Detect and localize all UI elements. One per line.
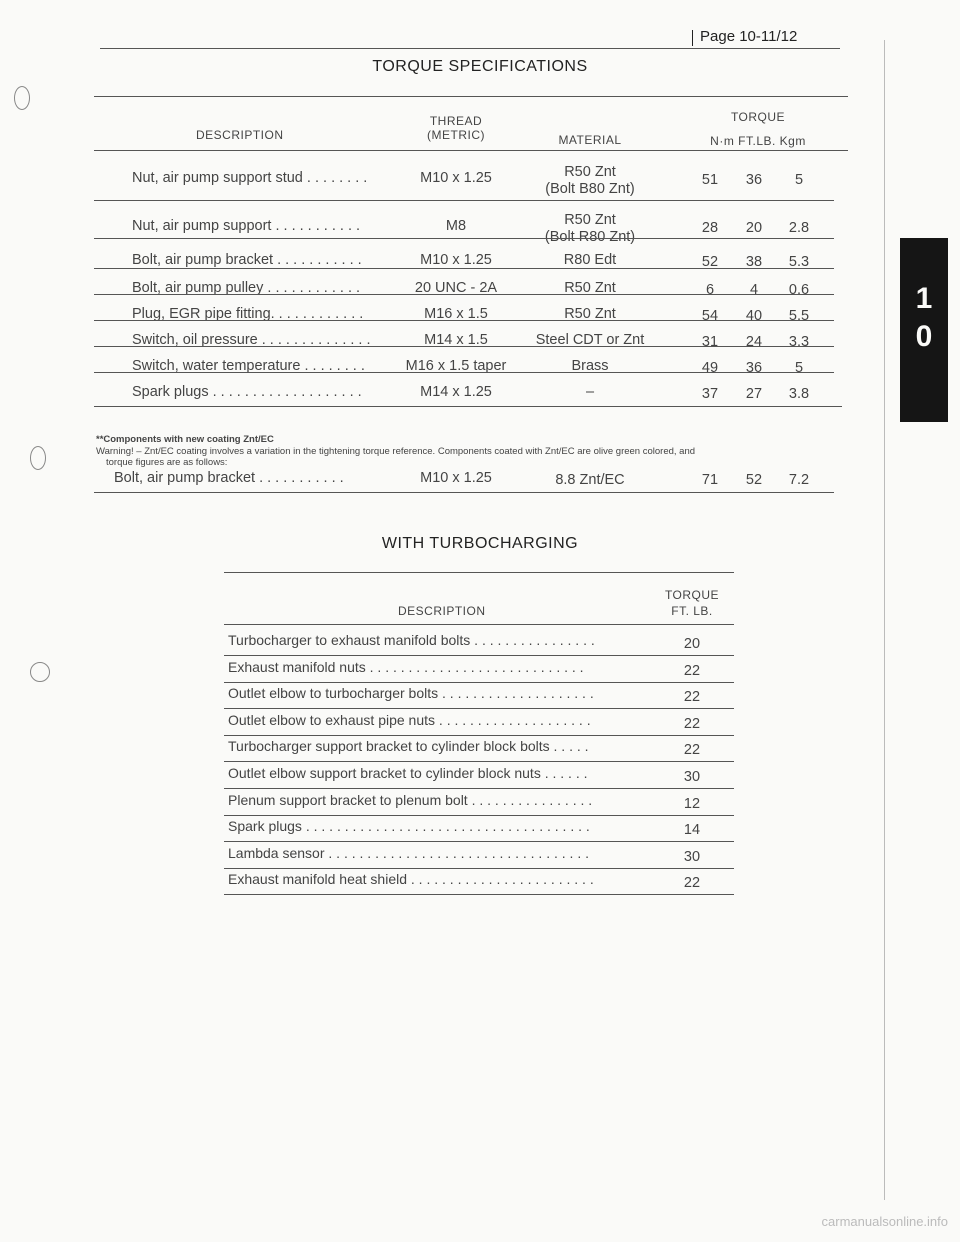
row-description: Nut, air pump support stud . . . . . . . .	[132, 170, 368, 186]
row-rule	[94, 238, 834, 239]
section2-col-description: DESCRIPTION	[398, 604, 486, 618]
row-torque-kgm: 5.5	[788, 308, 810, 324]
footnote: **Components with new coating Znt/EC	[96, 434, 274, 445]
turbo-row-description: Plenum support bracket to plenum bolt . . . . . . . . . . . . . . . .	[228, 791, 593, 808]
page-marker-bar	[692, 30, 693, 46]
turbo-row-torque: 20	[683, 636, 701, 652]
row-material: R50 Znt	[564, 212, 616, 228]
turbo-row-rule	[224, 841, 734, 842]
extra-row-nm: 71	[701, 472, 719, 488]
turbo-row-rule	[224, 735, 734, 736]
row-torque-kgm: 2.8	[788, 220, 810, 236]
extra-row-ftlb: 52	[745, 472, 763, 488]
row-material-note: (Bolt R80 Znt)	[544, 229, 636, 245]
extra-row-description: Bolt, air pump bracket . . . . . . . . . . .	[114, 470, 344, 486]
row-material: R50 Znt	[564, 280, 616, 296]
row-rule	[94, 346, 834, 347]
turbo-row-description: Lambda sensor . . . . . . . . . . . . . . . . . . . . . . . . . . . . . . . . . .	[228, 844, 589, 861]
section2-top-rule	[224, 572, 734, 573]
extra-row-kgm: 7.2	[788, 472, 810, 488]
row-torque-nm: 54	[701, 308, 719, 324]
col-thread	[396, 114, 516, 142]
row-rule	[94, 200, 834, 201]
turbo-row-rule	[224, 761, 734, 762]
row-torque-ftlb: 40	[745, 308, 763, 324]
row-torque-ftlb: 38	[745, 254, 763, 270]
turbo-row-description: Outlet elbow to turbocharger bolts . . . . . . . . . . . . . . . . . . . .	[228, 685, 594, 702]
turbo-row-description: Exhaust manifold nuts . . . . . . . . . . . . . . . . . . . . . . . . . . . .	[228, 658, 584, 675]
row-torque-nm: 49	[701, 360, 719, 376]
row-description: Spark plugs . . . . . . . . . . . . . . . . . . .	[132, 384, 362, 400]
turbo-row-torque: 22	[683, 662, 701, 679]
row-torque-kgm: 3.3	[788, 334, 810, 350]
turbo-row-torque: 14	[683, 822, 701, 839]
row-torque-ftlb: 36	[745, 360, 763, 376]
turbo-row-torque: 22	[683, 875, 701, 892]
binding-hole-mark	[14, 86, 30, 110]
row-material-note: (Bolt B80 Znt)	[545, 181, 635, 197]
row-thread: M16 x 1.5	[424, 306, 488, 322]
row-description: Plug, EGR pipe fitting. . . . . . . . . . . .	[132, 306, 364, 322]
row-material: R50 Znt	[564, 164, 616, 180]
col-torque-units: N·m FT.LB. Kgm	[710, 134, 806, 148]
row-thread: M14 x 1.5	[424, 332, 488, 348]
header-bottom-rule	[94, 150, 848, 151]
turbo-row-torque: 30	[683, 769, 701, 785]
turbo-row-rule	[224, 788, 734, 789]
row-torque-nm: 6	[705, 282, 715, 298]
section2-col-torque	[652, 588, 732, 618]
row-torque-kgm: 0.6	[788, 282, 810, 298]
row-thread: M10 x 1.25	[420, 252, 492, 268]
row-torque-ftlb: 27	[745, 386, 763, 402]
row-material: Brass	[571, 358, 609, 374]
header-rule	[100, 48, 840, 49]
extra-row-thread: M10 x 1.25	[420, 470, 492, 486]
extra-row-material: 8.8 Znt/EC	[555, 472, 625, 488]
row-thread: 20 UNC - 2A	[414, 280, 498, 296]
scan-edge-line	[884, 40, 885, 1200]
section2-header-rule	[224, 624, 734, 625]
turbo-row-description: Outlet elbow to exhaust pipe nuts . . . . . . . . . . . . . . . . . . . .	[228, 711, 591, 728]
turbo-row-description: Turbocharger to exhaust manifold bolts . . . . . . . . . . . . . . . .	[228, 632, 595, 648]
row-torque-ftlb: 4	[749, 282, 759, 298]
turbo-row-description: Exhaust manifold heat shield . . . . . . . . . . . . . . . . . . . . . . . .	[228, 871, 594, 888]
turbo-row-rule	[224, 868, 734, 869]
row-torque-nm: 31	[701, 334, 719, 350]
section2-col-torque-line2: FT. LB.	[671, 604, 713, 618]
col-torque: TORQUE	[730, 110, 786, 124]
row-rule	[94, 320, 834, 321]
turbo-row-torque: 12	[683, 795, 701, 812]
row-description: Switch, oil pressure . . . . . . . . . . . . . .	[132, 332, 371, 348]
row-rule	[94, 268, 834, 269]
turbo-row-description: Spark plugs . . . . . . . . . . . . . . . . . . . . . . . . . . . . . . . . . . . . .	[228, 818, 590, 835]
row-description: Bolt, air pump pulley . . . . . . . . . . . .	[132, 280, 361, 296]
section2-col-torque-line1: TORQUE	[664, 588, 720, 602]
turbo-row-rule	[224, 815, 734, 816]
row-thread: M16 x 1.5 taper	[405, 358, 507, 374]
page-title: TORQUE SPECIFICATIONS	[372, 58, 588, 75]
warning-line-1: Warning! – Znt/EC coating involves a variation in the tightening torque reference. Components coated with Znt/EC are olive green colored, and	[96, 446, 696, 457]
row-thread: M10 x 1.25	[420, 170, 492, 186]
chapter-tab-digit-1: 1	[915, 282, 933, 315]
row-torque-nm: 51	[701, 172, 719, 188]
table-top-rule	[94, 96, 848, 97]
col-thread-line2: (METRIC)	[427, 128, 485, 142]
row-torque-ftlb: 20	[745, 220, 763, 236]
row-torque-nm: 52	[701, 254, 719, 270]
turbo-row-torque: 22	[683, 715, 701, 732]
row-torque-nm: 37	[701, 386, 719, 402]
warning-line-2: torque figures are as follows:	[106, 457, 228, 468]
turbo-row-rule	[224, 655, 734, 656]
chapter-tab-digit-2: 0	[915, 320, 933, 353]
row-torque-ftlb: 24	[745, 334, 763, 350]
row-torque-kgm: 5.3	[788, 254, 810, 270]
row-torque-kgm: 5	[794, 172, 804, 188]
row-torque-nm: 28	[701, 220, 719, 236]
extra-row-rule	[94, 492, 834, 493]
col-description: DESCRIPTION	[196, 128, 284, 142]
turbo-row-rule	[224, 682, 734, 683]
page-number: Page 10-11/12	[700, 28, 798, 45]
col-thread-line1: THREAD	[429, 114, 483, 128]
turbo-row-torque: 22	[683, 742, 701, 759]
row-material: R50 Znt	[564, 306, 616, 322]
turbo-row-description: Turbocharger support bracket to cylinder block bolts . . . . .	[228, 738, 589, 755]
row-description: Nut, air pump support . . . . . . . . . . .	[132, 218, 361, 234]
row-torque-ftlb: 36	[745, 172, 763, 188]
watermark: carmanualsonline.info	[821, 1214, 948, 1229]
row-material: R80 Edt	[563, 252, 617, 268]
row-description: Switch, water temperature . . . . . . . .	[132, 358, 365, 374]
row-thread: M14 x 1.25	[420, 384, 492, 400]
section-title: WITH TURBOCHARGING	[381, 535, 579, 552]
turbo-row-torque: 30	[683, 848, 701, 865]
row-rule	[94, 372, 834, 373]
row-torque-kgm: 5	[794, 360, 804, 376]
binding-hole-mark	[30, 446, 46, 470]
turbo-row-rule	[224, 708, 734, 709]
row-rule	[94, 406, 842, 407]
turbo-row-torque: 22	[683, 689, 701, 706]
row-thread: M8	[445, 218, 467, 234]
turbo-row-rule	[224, 894, 734, 895]
row-rule	[94, 294, 834, 295]
binding-hole-mark	[30, 662, 50, 682]
col-material: MATERIAL	[558, 133, 622, 147]
row-torque-kgm: 3.8	[788, 386, 810, 402]
turbo-row-description: Outlet elbow support bracket to cylinder block nuts . . . . . .	[228, 765, 588, 781]
row-material: –	[585, 384, 595, 400]
row-material: Steel CDT or Znt	[535, 332, 645, 348]
row-description: Bolt, air pump bracket . . . . . . . . . . .	[132, 252, 362, 268]
